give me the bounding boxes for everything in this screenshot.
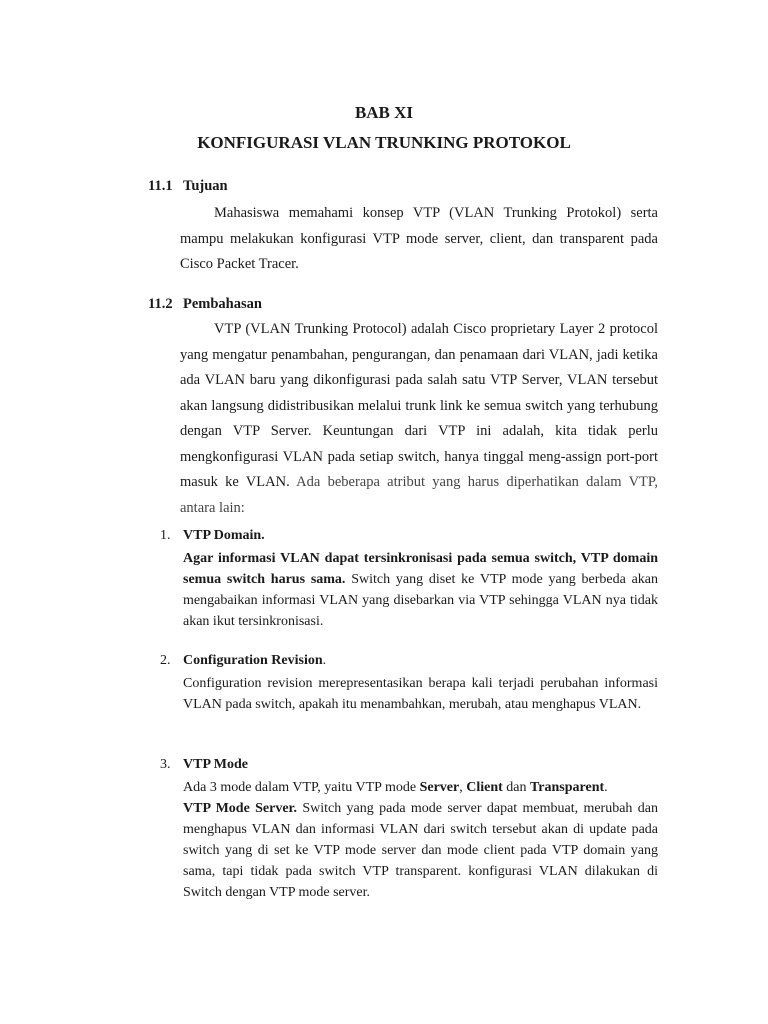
chapter-title: KONFIGURASI VLAN TRUNKING PROTOKOL <box>197 133 571 152</box>
chapter-number: BAB XI <box>354 103 414 122</box>
list-body <box>183 777 658 903</box>
list-heading-suffix: . <box>322 653 327 668</box>
paragraph-tujuan <box>180 201 658 278</box>
list-number: 3. <box>160 757 171 772</box>
section-heading-pembahasan <box>148 296 262 313</box>
separator: , <box>459 780 467 795</box>
body-text-b: dan informasi VLAN dari switch tersebut akan di update pada switch yang di set ke VTP mode server dan mode client pada VTP domain yang sama, tapi tidak pada switch VTP transparent. konfigurasi VLAN dilakukan di Switch dengan VTP mode server. <box>183 822 658 900</box>
list-body <box>183 673 658 715</box>
section-number: 11.2 <box>148 296 173 312</box>
body-text-a: Switch yang pada mode server dapat membuat, merubah dan menghapus VLAN <box>183 801 658 837</box>
paragraph-text: VTP (VLAN Trunking Protocol) adalah Cisco proprietary Layer 2 protocol yang mengatur penambahan, pengurangan, dan penamaan dari VLAN, jadi ketika ada VLAN baru yang dikonfigurasi pada salah satu VTP Server, VLAN tersebut akan langsung didistribusikan melalui trunk link ke semua switch yang terhubung dengan VTP Server. Keuntungan dari VTP ini adalah, kita tidak perlu mengkonfigurasi VLAN pada setiap switch, hanya tinggal meng-assign port-port masuk ke VLAN. <box>180 321 658 490</box>
list-heading-text: Configuration Revision <box>183 653 323 668</box>
section-number: 11.1 <box>148 178 173 194</box>
list-body <box>183 548 658 632</box>
mode-server: Server <box>419 780 460 795</box>
intro-end: . <box>604 780 608 795</box>
section-title: Pembahasan <box>183 296 262 312</box>
mode-server-label: VTP Mode Server. <box>183 801 297 816</box>
mode-transparent: Transparent <box>530 780 605 795</box>
mode-client: Client <box>466 780 503 795</box>
list-number: 1. <box>160 528 171 543</box>
emphasis-text: Agar informasi VLAN dapat tersinkronisasi pada semua switch, VTP domain semua switch harus sama. <box>183 551 658 587</box>
paragraph-text: Mahasiswa memahami konsep VTP (VLAN Trunking Protokol) serta mampu melakukan konfigurasi VTP mode server, client, dan transparent pada Cisco Packet Tracer. <box>180 205 658 272</box>
list-number: 2. <box>160 653 171 668</box>
paragraph-pembahasan <box>180 317 658 521</box>
intro-text: Ada 3 mode dalam VTP, yaitu VTP mode <box>183 780 420 795</box>
body-text: Configuration revision merepresentasikan berapa kali terjadi perubahan informasi VLAN pada switch, apakah itu menambahkan, merubah, atau menghapus VLAN. <box>183 676 658 712</box>
paragraph-tail: Ada beberapa atribut yang harus diperhatikan dalam VTP, antara lain: <box>180 474 658 516</box>
section-heading-tujuan <box>148 178 228 195</box>
list-heading: VTP Mode <box>183 757 248 772</box>
section-title: Tujuan <box>183 178 228 194</box>
body-text: Switch yang diset ke VTP mode yang berbeda akan mengabaikan informasi VLAN yang disebarkan via VTP sehingga VLAN nya tidak akan ikut tersinkronisasi. <box>183 572 659 629</box>
list-heading <box>183 653 326 669</box>
list-heading: VTP Domain. <box>183 528 265 543</box>
separator: dan <box>502 780 530 795</box>
